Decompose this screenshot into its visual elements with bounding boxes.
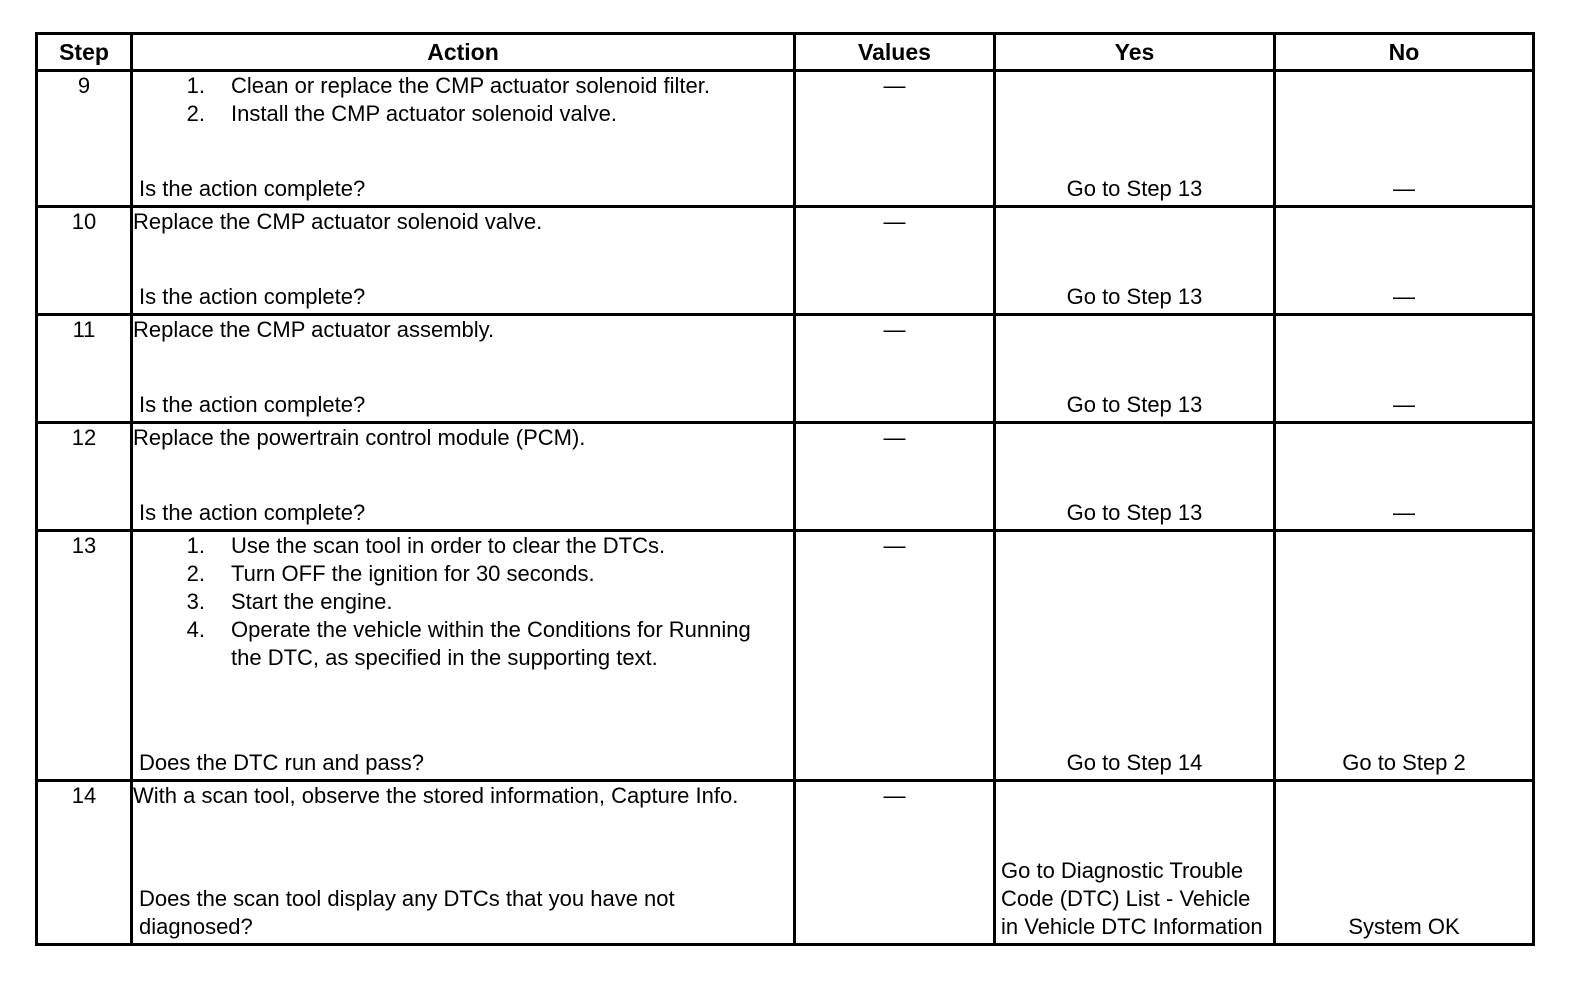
list-item xyxy=(186,532,753,560)
no-value: — xyxy=(1393,392,1415,417)
list-text: Turn OFF the ignition for 30 seconds. xyxy=(231,561,595,586)
table-row xyxy=(37,781,1534,945)
values-cell: — xyxy=(795,531,995,781)
step-number: 14 xyxy=(37,781,132,945)
list-text: Operate the vehicle within the Conditions for Running the DTC, as specified in the supporting text. xyxy=(231,617,751,670)
list-number: 4. xyxy=(186,617,205,642)
action-question: Is the action complete? xyxy=(139,176,366,201)
yes-link[interactable]: Go to Step 13 xyxy=(1066,500,1203,525)
action-list xyxy=(133,72,793,128)
action-text: With a scan tool, observe the stored information, Capture Info. xyxy=(133,783,739,808)
list-number: 2. xyxy=(186,101,205,126)
values-cell: — xyxy=(795,71,995,207)
diagnostic-table xyxy=(35,32,1535,946)
no-cell xyxy=(1275,781,1534,945)
values-cell: — xyxy=(795,423,995,531)
values-cell: — xyxy=(795,207,995,315)
header-values: Values xyxy=(795,34,995,71)
header-step: Step xyxy=(37,34,132,71)
list-text: Start the engine. xyxy=(231,589,393,614)
action-cell xyxy=(132,531,795,781)
action-list xyxy=(133,532,793,672)
step-number: 11 xyxy=(37,315,132,423)
table-row xyxy=(37,207,1534,315)
list-text: Install the CMP actuator solenoid valve. xyxy=(231,101,618,126)
list-number: 1. xyxy=(186,73,205,98)
values-cell: — xyxy=(795,315,995,423)
action-question: Does the scan tool display any DTCs that you have not diagnosed? xyxy=(139,886,675,939)
yes-link[interactable]: Go to Step 13 xyxy=(1066,176,1203,201)
no-cell xyxy=(1275,71,1534,207)
no-cell xyxy=(1275,207,1534,315)
list-text: Use the scan tool in order to clear the DTCs. xyxy=(231,533,666,558)
list-item xyxy=(186,616,753,672)
step-number: 10 xyxy=(37,207,132,315)
list-item xyxy=(186,560,753,588)
action-text: Replace the powertrain control module (PCM). xyxy=(133,425,586,450)
yes-cell xyxy=(995,781,1275,945)
no-value: — xyxy=(1393,176,1415,201)
no-cell xyxy=(1275,423,1534,531)
table-row xyxy=(37,71,1534,207)
step-number: 12 xyxy=(37,423,132,531)
no-cell xyxy=(1275,315,1534,423)
list-item xyxy=(186,72,793,100)
header-action: Action xyxy=(132,34,795,71)
action-question: Is the action complete? xyxy=(139,500,366,525)
header-row xyxy=(37,34,1534,71)
yes-link[interactable]: Go to Step 13 xyxy=(1066,284,1203,309)
step-number: 9 xyxy=(37,71,132,207)
action-cell xyxy=(132,315,795,423)
action-cell xyxy=(132,71,795,207)
no-value: System OK xyxy=(1348,914,1460,939)
no-link[interactable]: Go to Step 2 xyxy=(1342,750,1466,775)
action-cell xyxy=(132,423,795,531)
no-value: — xyxy=(1393,284,1415,309)
list-number: 2. xyxy=(186,561,205,586)
yes-link[interactable]: Go to Step 14 xyxy=(1066,750,1203,775)
yes-cell xyxy=(995,71,1275,207)
no-cell xyxy=(1275,531,1534,781)
action-cell xyxy=(132,207,795,315)
action-text: Replace the CMP actuator solenoid valve. xyxy=(133,209,543,234)
list-number: 1. xyxy=(186,533,205,558)
header-yes: Yes xyxy=(995,34,1275,71)
no-value: — xyxy=(1393,500,1415,525)
table-row xyxy=(37,531,1534,781)
list-number: 3. xyxy=(186,589,205,614)
table-row xyxy=(37,315,1534,423)
table-row xyxy=(37,423,1534,531)
list-item xyxy=(186,588,753,616)
action-cell xyxy=(132,781,795,945)
yes-cell xyxy=(995,423,1275,531)
yes-cell xyxy=(995,315,1275,423)
yes-cell xyxy=(995,207,1275,315)
list-text: Clean or replace the CMP actuator solenoid filter. xyxy=(231,73,710,98)
action-text: Replace the CMP actuator assembly. xyxy=(133,317,495,342)
action-question: Is the action complete? xyxy=(139,392,366,417)
yes-cell xyxy=(995,531,1275,781)
list-item xyxy=(186,100,793,128)
action-question: Does the DTC run and pass? xyxy=(139,750,424,775)
yes-link[interactable]: Go to Diagnostic Trouble Code (DTC) List - Vehicle in Vehicle DTC Information xyxy=(1001,858,1263,939)
action-question: Is the action complete? xyxy=(139,284,366,309)
values-cell: — xyxy=(795,781,995,945)
header-no: No xyxy=(1275,34,1534,71)
yes-link[interactable]: Go to Step 13 xyxy=(1066,392,1203,417)
step-number: 13 xyxy=(37,531,132,781)
